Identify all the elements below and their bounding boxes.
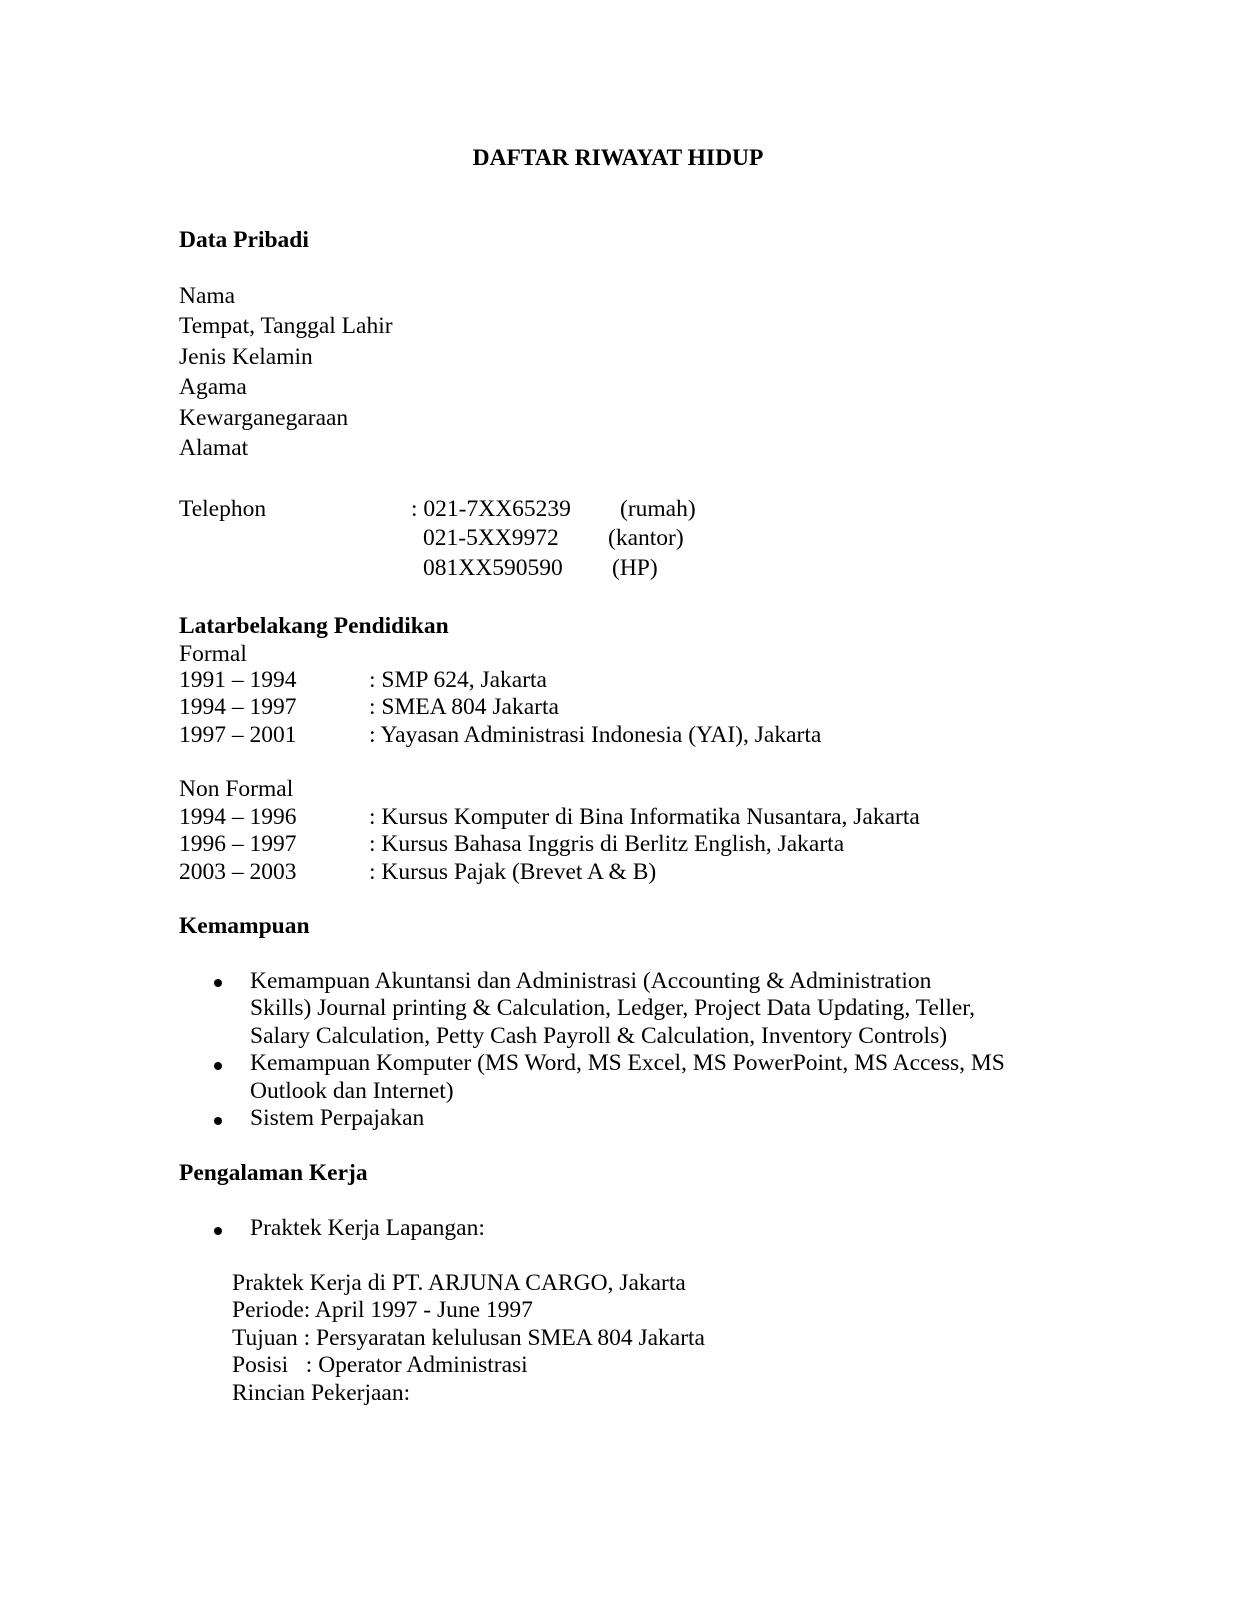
field-label-tempat-tanggal-lahir: Tempat, Tanggal Lahir (179, 313, 393, 339)
bullet-icon (214, 1117, 222, 1125)
nonformal-years: 1996 – 1997 (179, 831, 297, 857)
nonformal-years: 2003 – 2003 (179, 859, 297, 885)
bullet-icon (214, 1227, 222, 1235)
formal-years: 1997 – 2001 (179, 722, 297, 748)
skill-item-line: Kemampuan Akuntansi dan Administrasi (Accounting & Administration (250, 968, 932, 994)
experience-line: Posisi : Operator Administrasi (232, 1352, 528, 1378)
nonformal-desc: : Kursus Komputer di Bina Informatika Nusantara, Jakarta (369, 804, 920, 830)
nonformal-desc: : Kursus Bahasa Inggris di Berlitz English, Jakarta (369, 831, 845, 857)
field-label-kewarganegaraan: Kewarganegaraan (179, 405, 349, 431)
phone-number-hp: 081XX590590 (423, 555, 563, 581)
skill-item-line: Outlook dan Internet) (250, 1078, 454, 1104)
nonformal-years: 1994 – 1996 (179, 804, 297, 830)
field-label-telephon: Telephon (179, 496, 267, 522)
experience-line: Rincian Pekerjaan: (232, 1380, 411, 1406)
experience-bullet: Praktek Kerja Lapangan: (250, 1215, 485, 1241)
skill-item-line: Kemampuan Komputer (MS Word, MS Excel, MS PowerPoint, MS Access, MS (250, 1050, 1005, 1076)
experience-line: Periode: April 1997 - June 1997 (232, 1297, 533, 1323)
field-label-nama: Nama (179, 283, 236, 309)
subheading-non-formal: Non Formal (179, 776, 294, 802)
phone-type-hp: (HP) (612, 555, 658, 581)
formal-desc: : Yayasan Administrasi Indonesia (YAI), Jakarta (369, 722, 822, 748)
phone-number-rumah: : 021-7XX65239 (411, 496, 571, 522)
formal-years: 1994 – 1997 (179, 694, 297, 720)
field-label-alamat: Alamat (179, 435, 249, 461)
formal-desc: : SMP 624, Jakarta (369, 667, 547, 693)
formal-years: 1991 – 1994 (179, 667, 297, 693)
bullet-icon (214, 979, 222, 987)
section-heading-pendidikan: Latarbelakang Pendidikan (179, 613, 449, 639)
nonformal-desc: : Kursus Pajak (Brevet A & B) (369, 859, 657, 885)
skill-item-line: Skills) Journal printing & Calculation, Ledger, Project Data Updating, Teller, (250, 995, 976, 1021)
document-title: DAFTAR RIWAYAT HIDUP (472, 145, 764, 171)
section-heading-kemampuan: Kemampuan (179, 913, 310, 939)
phone-type-kantor: (kantor) (608, 525, 684, 551)
phone-type-rumah: (rumah) (620, 496, 696, 522)
skill-item-line: Salary Calculation, Petty Cash Payroll & Calculation, Inventory Controls) (250, 1023, 948, 1049)
field-label-jenis-kelamin: Jenis Kelamin (179, 344, 313, 370)
field-label-agama: Agama (179, 374, 247, 400)
bullet-icon (214, 1062, 222, 1070)
formal-desc: : SMEA 804 Jakarta (369, 694, 559, 720)
subheading-formal: Formal (179, 641, 247, 667)
section-heading-data-pribadi: Data Pribadi (179, 227, 309, 253)
skill-item-line: Sistem Perpajakan (250, 1105, 425, 1131)
experience-line: Praktek Kerja di PT. ARJUNA CARGO, Jakarta (232, 1270, 686, 1296)
phone-number-kantor: 021-5XX9972 (423, 525, 559, 551)
section-heading-pengalaman: Pengalaman Kerja (179, 1160, 368, 1186)
experience-line: Tujuan : Persyaratan kelulusan SMEA 804 Jakarta (232, 1325, 705, 1351)
